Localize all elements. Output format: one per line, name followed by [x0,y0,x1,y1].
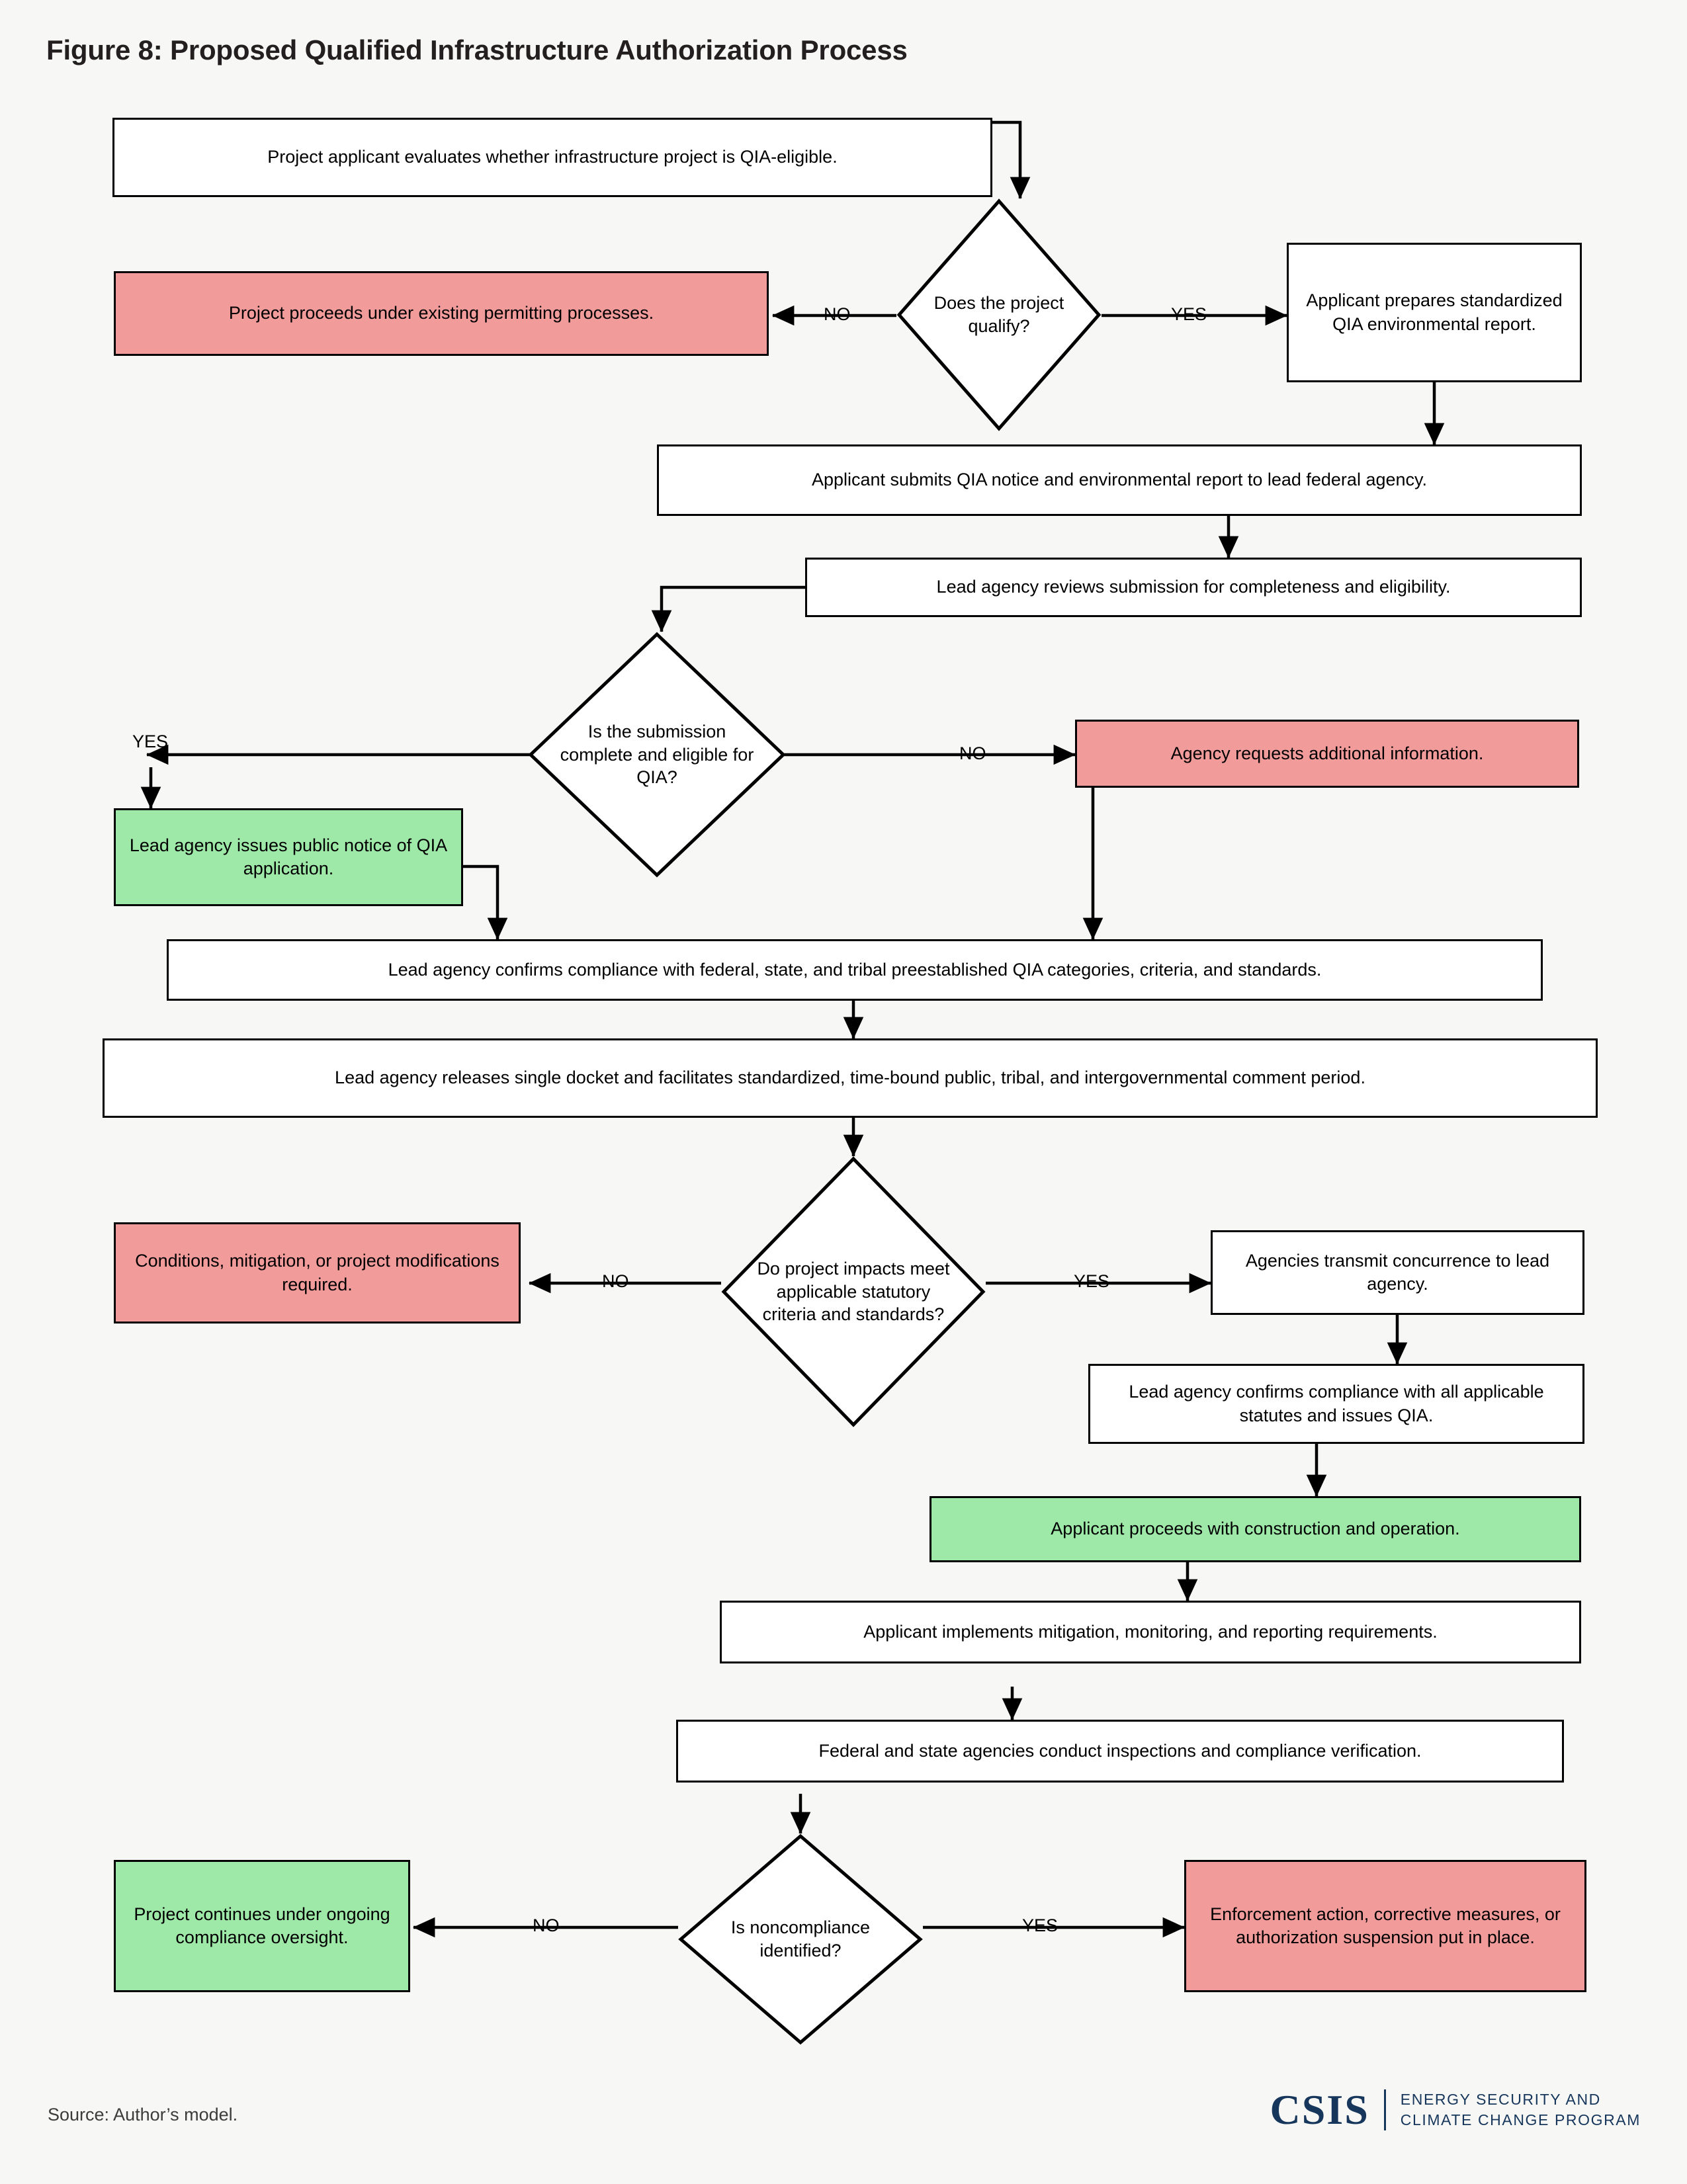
source-note: Source: Author’s model. [48,2105,238,2124]
edge-label-complete-yes: YES [132,732,169,751]
node-continues-compliance-oversight [114,1860,410,1992]
node-prepares-environmental-report [1287,243,1582,382]
node-label: Lead agency releases single docket and facilitates standardized, time-bound public, tribal, and intergovernmental comment period. [335,1068,1365,1088]
node-label: Applicant prepares standardized QIA environmental report. [1306,290,1563,334]
node-agencies-transmit-concurrence [1211,1230,1584,1315]
node-label: Federal and state agencies conduct inspections and compliance verification. [818,1740,1422,1761]
node-label: Lead agency confirms compliance with federal, state, and tribal preestablished QIA categories, criteria, and standards. [388,959,1322,980]
logo-tagline-line1: ENERGY SECURITY AND [1400,2090,1601,2108]
node-confirms-qia-categories [167,939,1543,1001]
node-label: Project continues under ongoing compliance oversight. [134,1904,390,1947]
edge-label-noncompliance-yes: YES [1022,1915,1059,1935]
decision-impacts-meet-criteria [721,1156,986,1427]
node-label: Project proceeds under existing permitting processes. [228,303,654,323]
edge-label-qualify-no: NO [824,304,851,324]
node-proceeds-construction [930,1496,1581,1562]
logo-wordmark: CSIS [1270,2086,1369,2133]
edge-label-impacts-yes: YES [1074,1271,1110,1291]
node-single-docket-comment-period [103,1038,1598,1118]
node-requests-additional-information [1075,720,1579,788]
logo-divider [1384,2089,1386,2130]
logo-tagline [1401,2089,1641,2130]
decision-label: Is the submission complete and eligible for QIA? [560,722,754,788]
node-label: Applicant implements mitigation, monitoring, and reporting requirements. [863,1621,1438,1642]
decision-noncompliance-identified [678,1833,923,2045]
node-label: Enforcement action, corrective measures, or authorization suspension put in place. [1210,1904,1561,1947]
node-label: Applicant proceeds with construction and operation. [1051,1519,1460,1539]
csis-logo [1270,2085,1641,2135]
edge-label-qualify-yes: YES [1171,304,1207,324]
node-inspections-verification [676,1720,1564,1783]
node-label: Lead agency reviews submission for completeness and eligibility. [936,577,1451,597]
node-existing-permitting [114,271,769,356]
node-label: Applicant submits QIA notice and environmental report to lead federal agency. [811,470,1428,490]
node-label: Agency requests additional information. [1170,743,1484,763]
decision-label: Do project impacts meet applicable statutory criteria and standards? [757,1259,950,1325]
node-label: Agencies transmit concurrence to lead agency. [1245,1250,1550,1294]
decision-label: Is noncompliance identified? [730,1917,871,1960]
node-reviews-submission [805,558,1582,617]
edge-label-noncompliance-no: NO [533,1915,560,1935]
edge-label-complete-no: NO [959,743,986,763]
node-label: Lead agency confirms compliance with all applicable statutes and issues QIA. [1129,1382,1544,1425]
node-evaluate-eligibility [112,118,992,197]
node-label: Conditions, mitigation, or project modifications required. [135,1251,499,1294]
node-label: Project applicant evaluates whether infrastructure project is QIA-eligible. [267,147,838,167]
node-enforcement-action [1184,1860,1586,1992]
node-label: Lead agency issues public notice of QIA application. [129,835,448,878]
node-public-notice-qia [114,808,463,906]
node-conditions-mitigation-required [114,1222,521,1323]
decision-label: Does the project qualify? [933,293,1064,336]
edge-label-impacts-no: NO [602,1271,629,1291]
logo-tagline-line2: CLIMATE CHANGE PROGRAM [1400,2111,1641,2128]
node-confirms-statutes-issues-qia [1088,1364,1584,1444]
node-submits-qia-notice [657,444,1582,516]
decision-submission-complete [528,632,786,878]
decision-does-project-qualify [896,198,1102,431]
page-title: Figure 8: Proposed Qualified Infrastructure Authorization Process [46,34,908,65]
node-implements-mitigation [720,1601,1581,1663]
